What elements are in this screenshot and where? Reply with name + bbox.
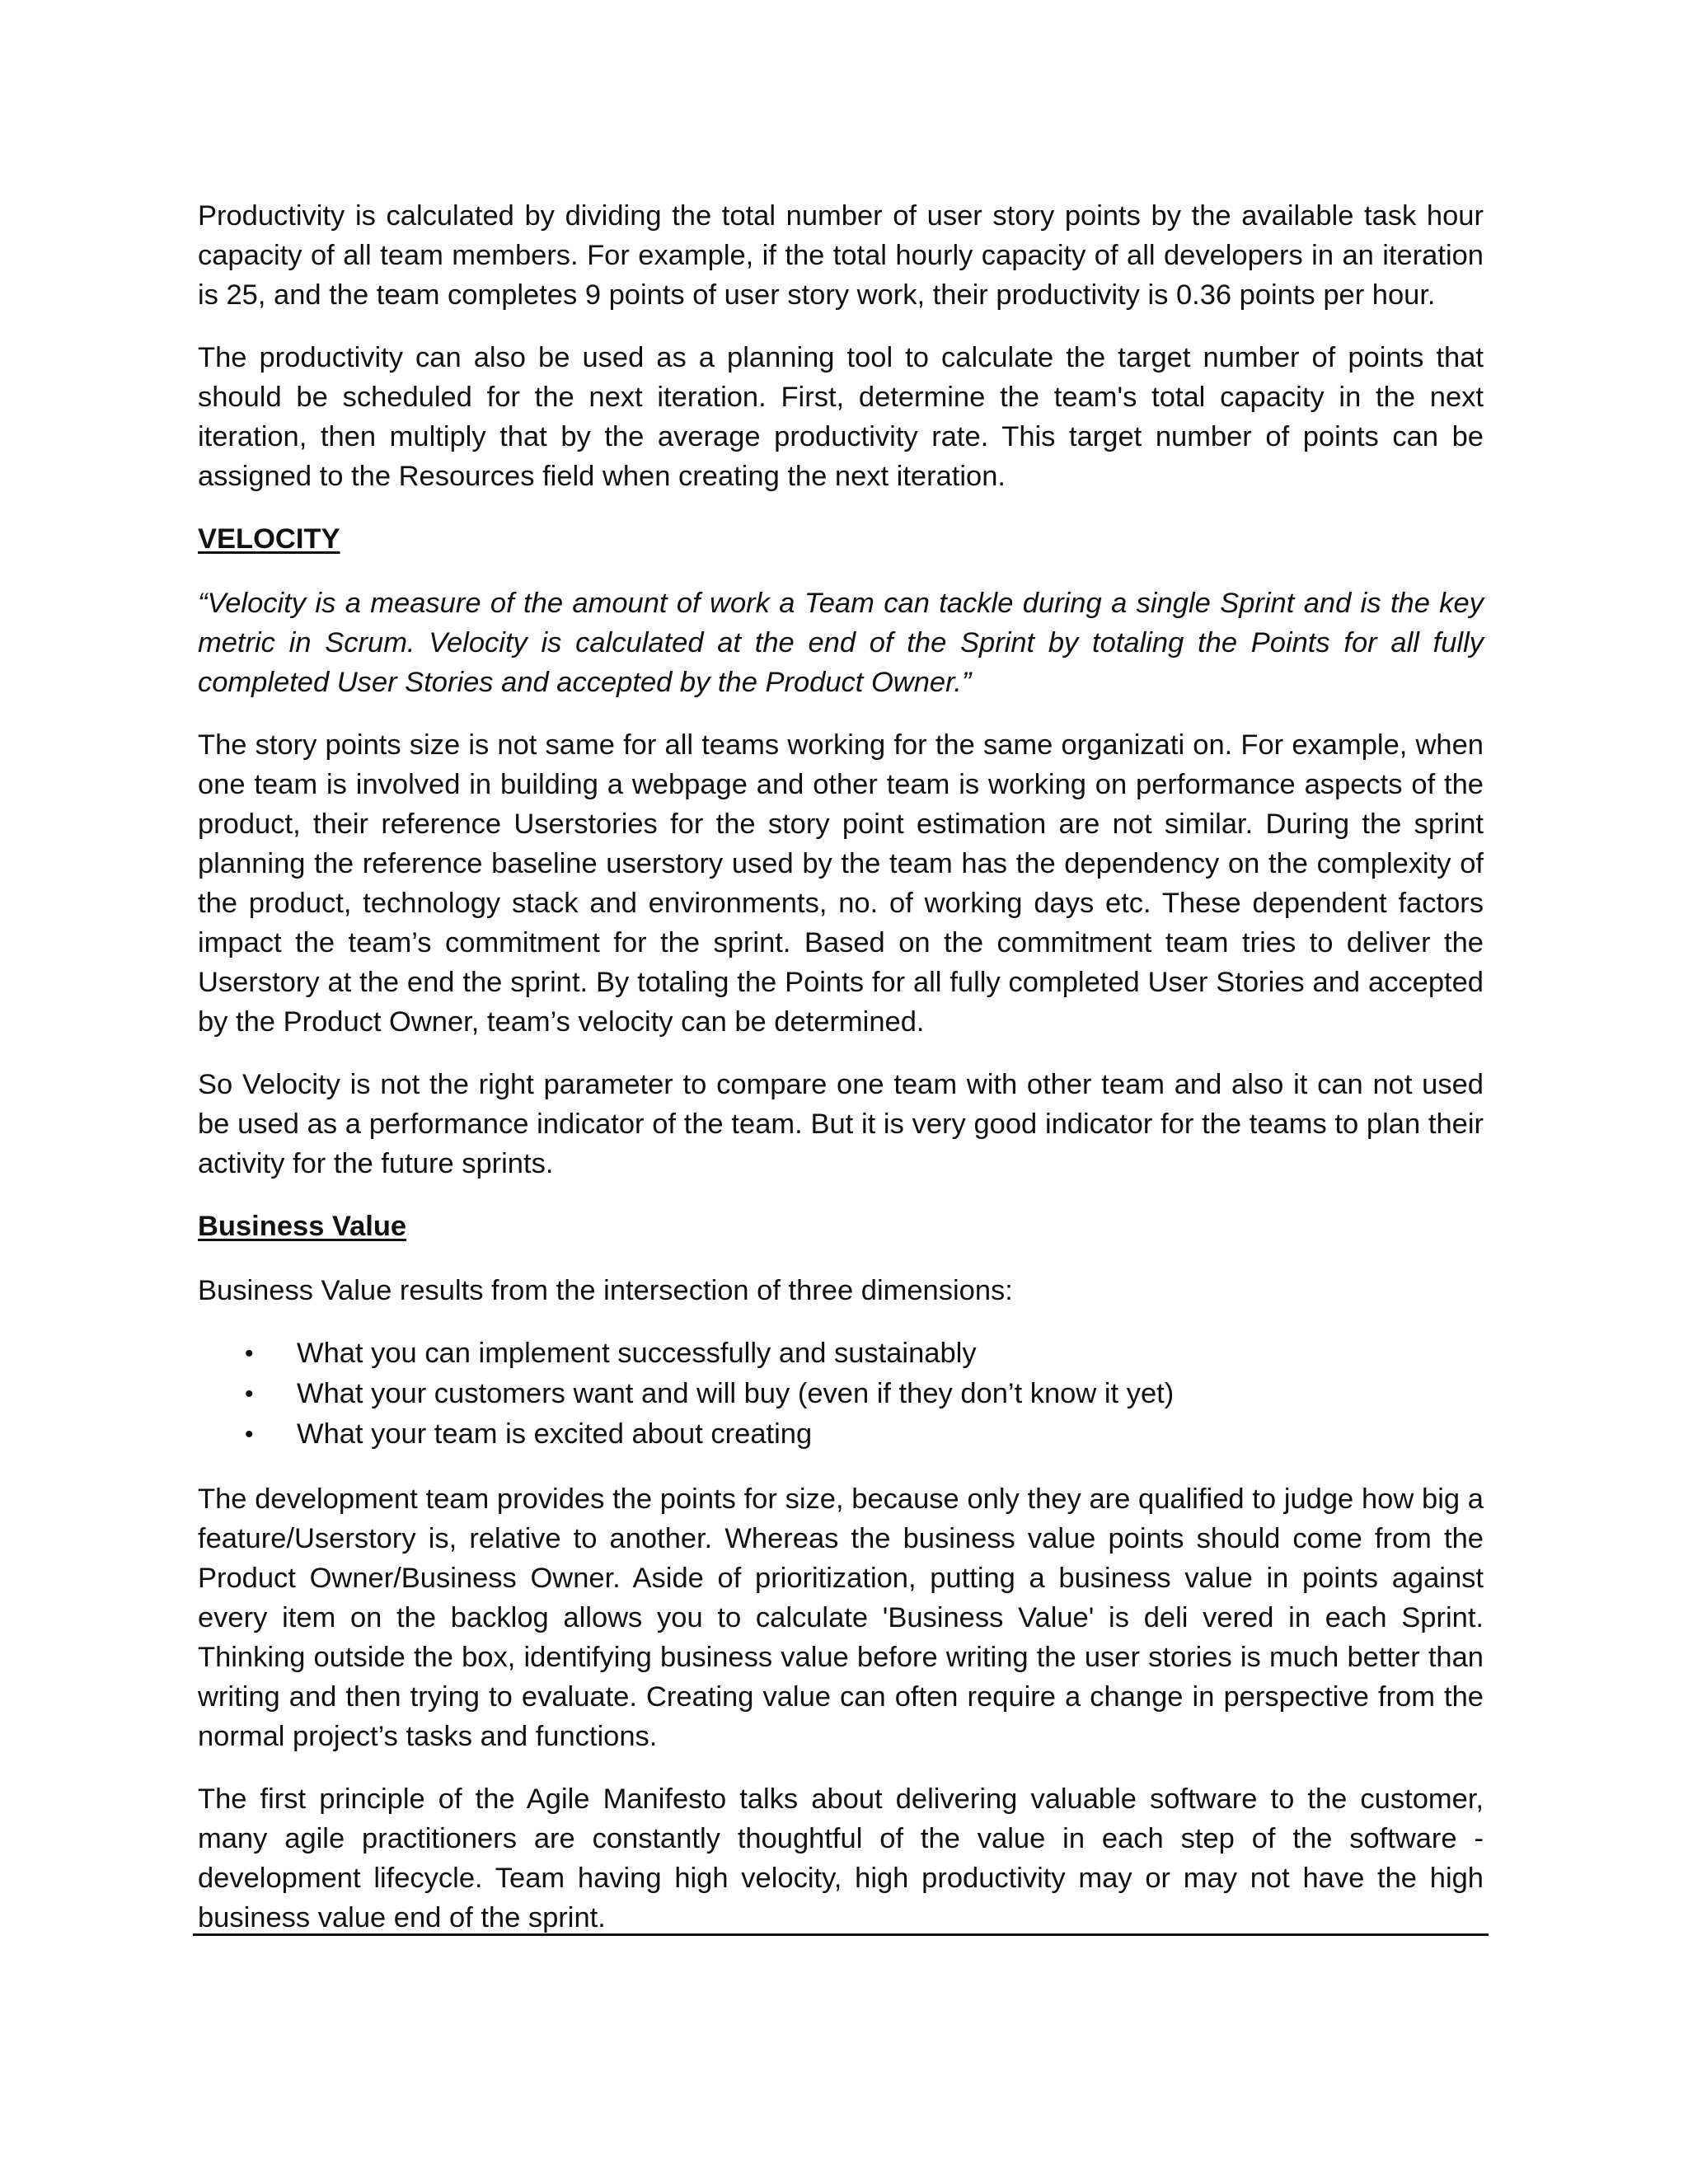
list-item — [198, 1374, 1484, 1414]
bullet-icon: • — [245, 1380, 254, 1408]
list-item — [198, 1333, 1484, 1374]
paragraph-business-value-points: The development team provides the points for size, because only they are qualified to judge how big a feature/Userstory is, relative to another. Whereas the business value points should come from the Product Owner/Business Owner. Aside of prioritization, putting a business value in points against every item on the backlog allows you to calculate 'Business Value' is deli vered in each Sprint. Thinking outside the box, identifying business value before writing the user stories is much better than writing and then trying to evaluate. Creating value can often require a change in perspective from the normal project’s tasks and functions. — [198, 1483, 1484, 1752]
paragraph-business-value-intro: Business Value results from the intersection of three dimensions: — [198, 1275, 1013, 1306]
paragraph-productivity-planning: The productivity can also be used as a planning tool to calculate the target number of points that should be scheduled for the next iteration. First, determine the team's total capacity in the next iteration, then multiply that by the average productivity rate. This target number of points can be assigned to the Resources field when creating the next iteration. — [198, 342, 1484, 492]
paragraph-story-points-size: The story points size is not same for all teams working for the same organizati on. For example, when one team is involved in building a webpage and other team is working on performance aspects of the product, their reference Userstories for the story point estimation are not similar. During the sprint planning the reference baseline userstory used by the team has the dependency on the complexity of the product, technology stack and environments, no. of working days etc. These dependent factors impact the team’s commitment for the sprint. Based on the commitment team tries to deliver the Userstory at the end the sprint. By totaling the Points for all fully completed User Stories and accepted by the Product Owner, team’s velocity can be determined. — [198, 729, 1484, 1038]
heading-velocity: VELOCITY — [198, 523, 340, 555]
business-value-dimensions-list — [198, 1333, 1484, 1455]
velocity-quote: “Velocity is a measure of the amount of work a Team can tackle during a single Sprint and is the key metric in Scrum. Velocity is calculated at the end of the Sprint by totaling the Points for all fully completed User Stories and accepted by the Product Owner.” — [198, 588, 1484, 698]
paragraph-velocity-comparison: So Velocity is not the right parameter to compare one team with other team and also it can not used be used as a performance indicator of the team. But it is very good indicator for the teams to plan their activity for the future sprints. — [198, 1069, 1484, 1179]
list-item-text: What your team is excited about creating — [297, 1418, 813, 1450]
bullet-icon: • — [245, 1340, 254, 1367]
paragraph-productivity-calculation: Productivity is calculated by dividing the total number of user story points by the available task hour capacity of all team members. For example, if the total hourly capacity of all developers in an iteration is 25, and the team completes 9 points of user story work, their productivity is 0.36 points per hour. — [198, 200, 1484, 311]
bottom-divider — [193, 1933, 1489, 1936]
list-item-text: What your customers want and will buy (even if they don’t know it yet) — [297, 1378, 1175, 1409]
document-page — [198, 196, 1484, 1961]
paragraph-agile-manifesto: The first principle of the Agile Manifesto talks about delivering valuable software to the customer, many agile practitioners are constantly thoughtful of the value in each step of the software -development lifecycle. Team having high velocity, high productivity may or may not have the high business value end of the sprint. — [198, 1783, 1484, 1933]
heading-business-value: Business Value — [198, 1211, 407, 1242]
list-item — [198, 1414, 1484, 1455]
list-item-text: What you can implement successfully and sustainably — [297, 1338, 977, 1369]
bullet-icon: • — [245, 1421, 254, 1448]
